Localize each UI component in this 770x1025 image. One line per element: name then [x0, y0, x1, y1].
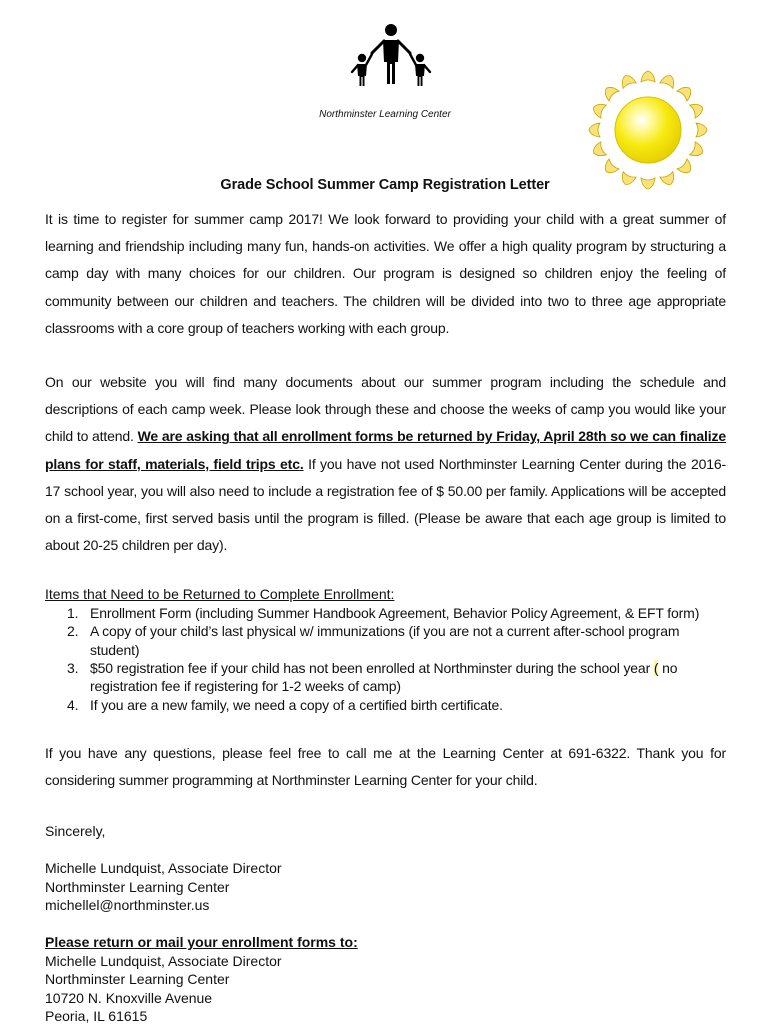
list-text: Enrollment Form (including Summer Handbook Agreement, Behavior Policy Agreement, & EFT form): [90, 604, 700, 621]
sun-ray: [677, 159, 695, 177]
list-number: 1.: [67, 604, 79, 621]
closing: Sincerely,: [45, 822, 106, 839]
letter-title: Grade School Summer Camp Registration Letter: [220, 177, 550, 193]
list-number: 2.: [67, 623, 79, 640]
items-list: [45, 604, 726, 714]
signature-email: michellel@northminster.us: [45, 896, 210, 913]
return-address-block: [45, 933, 726, 1025]
sun-ray: [660, 73, 677, 89]
return-name: Michelle Lundquist, Associate Director: [45, 952, 282, 969]
fee-text: If you have not used Northminster Learning Center during the 2016-17 school year, you will also need to include a registration fee of $ 50.00 per family. Applications will be accepted on a first-come, first served basis until the program is filled. (Please be aware that each age group is limited to about 20-25 children per day).: [45, 455, 727, 554]
sun-ray: [696, 123, 707, 137]
sun-ray: [591, 142, 607, 159]
deadline-emphasis: We are asking that all enrollment forms be returned by Friday, April 28th so we can finalize plans for staff, materials, field trips etc.: [45, 428, 726, 472]
list-text: A copy of your child’s last physical w/ immunizations (if you are not a current after-school program student): [90, 623, 680, 658]
highlighted-paren: (: [653, 660, 659, 677]
letter-body: [45, 206, 726, 1025]
family-icon: [338, 22, 444, 88]
list-item: [45, 659, 726, 696]
signature-org: Northminster Learning Center: [45, 878, 230, 895]
sun-ray: [641, 71, 655, 82]
return-city: Peoria, IL 61615: [45, 1007, 148, 1024]
list-text-after: no registration fee if registering for 1-2 weeks of camp): [90, 660, 678, 695]
sun-icon: [584, 68, 712, 192]
list-item: [45, 622, 726, 659]
list-item: [45, 604, 726, 622]
sun-ray: [690, 142, 706, 159]
list-number: 4.: [67, 696, 79, 713]
questions-paragraph: If you have any questions, please feel free to call me at the Learning Center at 691-6322. Thank you for considering summer programming at Northminster Learning Center for your child.: [45, 745, 726, 789]
enrollment-items: [45, 585, 726, 714]
sun-ray: [601, 83, 619, 101]
intro-paragraph: It is time to register for summer camp 2017! We look forward to providing your child with a great summer of learning and friendship including many fun, hands-on activities. We offer a high quality program by structuring a camp day with many choices for our children. Our program is designed so children enjoy the feeling of community between our children and teachers. The children will be divided into two to three age appropriate classrooms with a core group of teachers working with each group.: [45, 211, 726, 336]
website-paragraph: [45, 369, 726, 559]
website-text: On our website you will find many documents about our summer program including the schedule and descriptions of each camp week. Please look through these and choose the weeks of camp you would like your child to attend.: [45, 374, 726, 445]
return-org: Northminster Learning Center: [45, 971, 230, 988]
sun-ray: [589, 123, 600, 137]
list-text: If you are a new family, we need a copy of a certified birth certificate.: [90, 696, 503, 713]
list-number: 3.: [67, 660, 79, 677]
return-heading: Please return or mail your enrollment forms to:: [45, 934, 358, 951]
signature-name: Michelle Lundquist, Associate Director: [45, 860, 282, 877]
list-text: $50 registration fee if your child has not been enrolled at Northminster during the school year: [90, 660, 654, 677]
sun-ray: [619, 73, 636, 89]
org-caption: Northminster Learning Center: [319, 109, 451, 120]
list-item: [45, 696, 726, 714]
sun-ray: [677, 83, 695, 101]
sun-ray: [601, 159, 619, 177]
signature-block: [45, 859, 726, 914]
return-street: 10720 N. Knoxville Avenue: [45, 989, 213, 1006]
items-heading: Items that Need to be Returned to Complete Enrollment:: [45, 586, 395, 603]
